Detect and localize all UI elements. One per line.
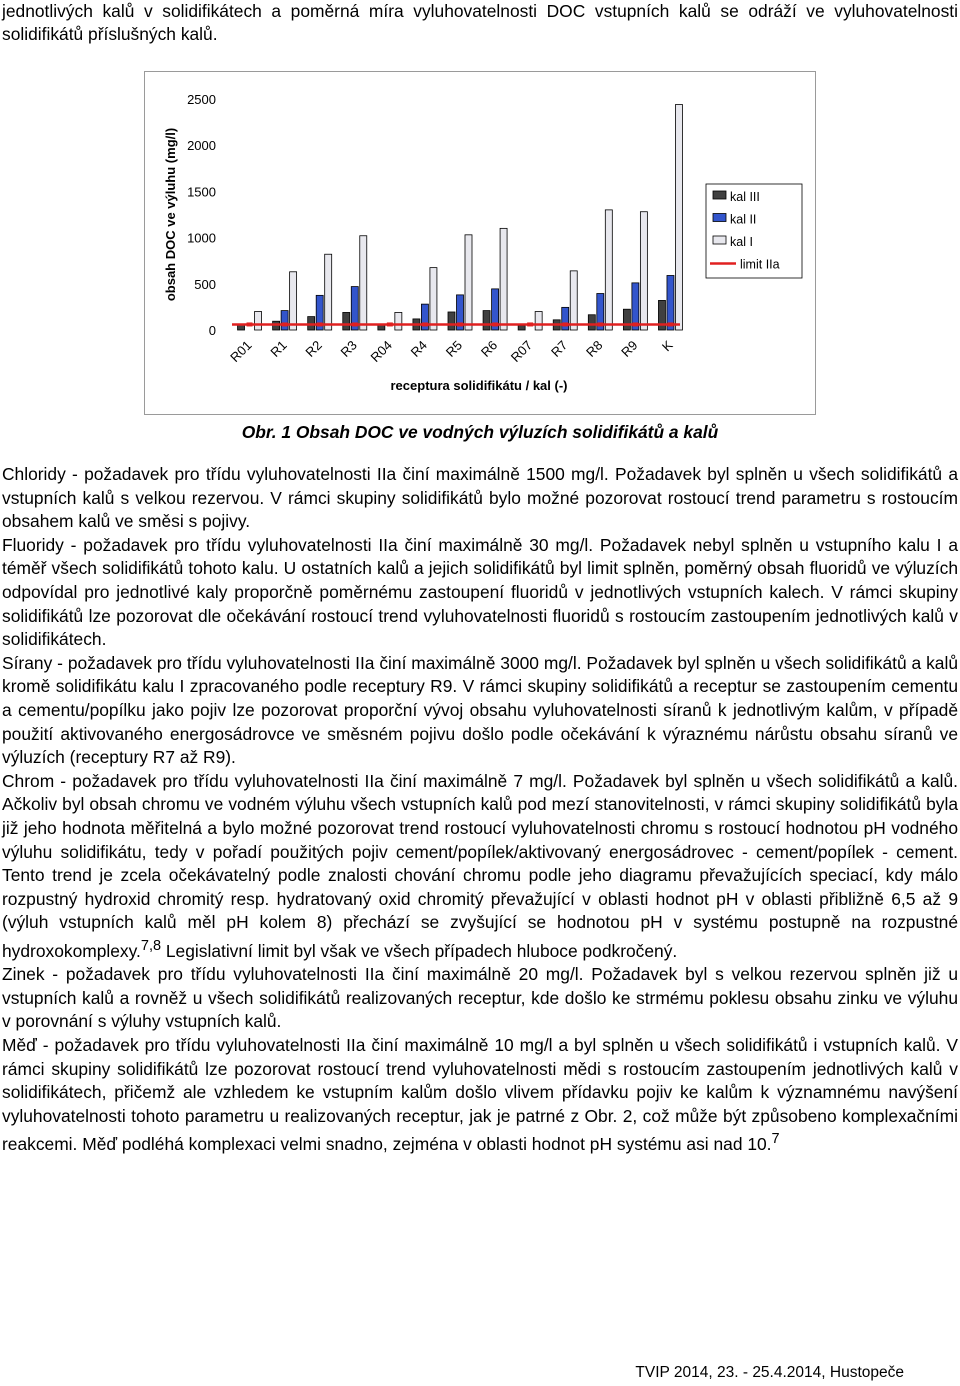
y-tick-label: 1500 bbox=[187, 184, 216, 200]
bar-kal-i bbox=[675, 105, 682, 330]
y-axis-label: obsah DOC ve výluhu (mg/l) bbox=[163, 127, 178, 302]
x-tick-label: R6 bbox=[477, 337, 501, 360]
bar-kal-i bbox=[500, 228, 507, 330]
x-tick-label: R7 bbox=[547, 337, 571, 360]
x-tick-label: R4 bbox=[407, 337, 431, 360]
legend-label: kal III bbox=[730, 190, 760, 204]
body-text bbox=[2, 463, 958, 1157]
y-tick-label: 0 bbox=[208, 323, 216, 338]
x-tick-label: R07 bbox=[507, 337, 536, 365]
x-tick-label: R01 bbox=[227, 337, 255, 365]
bar-kal-i bbox=[395, 312, 402, 330]
x-tick-label: R9 bbox=[618, 337, 641, 360]
legend-label: kal II bbox=[730, 212, 757, 227]
bar-kal-iii bbox=[623, 309, 630, 330]
legend-label: kal I bbox=[730, 235, 753, 249]
bar-kal-iii bbox=[448, 312, 455, 330]
bar-kal-i bbox=[535, 312, 542, 330]
bar-kal-i bbox=[570, 271, 577, 330]
bar-kal-i bbox=[290, 272, 297, 330]
legend-swatch bbox=[713, 214, 726, 222]
bar-kal-i bbox=[605, 210, 612, 330]
bar-kal-iii bbox=[518, 325, 525, 330]
doc-chart bbox=[144, 71, 816, 415]
chrom-reference: 7,8 bbox=[140, 937, 162, 954]
y-tick-label: 500 bbox=[194, 276, 216, 292]
bar-kal-ii bbox=[562, 307, 569, 330]
legend-swatch bbox=[713, 236, 726, 244]
y-tick-label: 2500 bbox=[187, 92, 216, 107]
bar-kal-ii bbox=[281, 311, 288, 330]
x-tick-label: R2 bbox=[302, 337, 325, 360]
x-tick-label: R5 bbox=[442, 337, 466, 360]
x-tick-label: R3 bbox=[337, 337, 360, 360]
legend-swatch bbox=[713, 191, 726, 199]
paragraph-sirany: Sírany - požadavek pro třídu vyluhovatelnosti IIa činí maximálně 3000 mg/l. Požadavek byl splněn u všech solidifikátů a kalů kromě solidifikátu kalu I zpracovaného podle receptury R9. V rámci skupiny solidifikátů a receptur se zastoupením cementu a cementu/popílku jako pojiv lze pozorovat proporční vývoj obsahu vyluhovatelnosti síranů k jednotlivým kalům, v případě použití aktivovaného energosádrovce ve směsném pojivu došlo podle očekávání k výraznému nárůstu obsahu síranů ve výluzích (receptury R7 až R9). bbox=[2, 652, 958, 768]
bar-kal-i bbox=[360, 236, 367, 330]
y-tick-label: 2000 bbox=[187, 138, 216, 154]
paragraph-chrom-tail: Legislativní limit byl však ve všech případech hluboce podkročený. bbox=[161, 940, 678, 961]
x-tick-label: R8 bbox=[583, 337, 606, 360]
paragraph-chrom bbox=[2, 770, 958, 964]
bar-kal-i bbox=[255, 312, 262, 330]
bar-kal-iii bbox=[483, 311, 490, 330]
paragraph-med-text: Měď - požadavek pro třídu vyluhovatelnosti IIa činí maximálně 10 mg/l a byl splněn u všech solidifikátů i vstupních kalů. V rámci skupiny solidifikátů lze pozorovat rostoucí trend vyluhovatelnosti mědi s rostoucím zastoupením jednotlivých kalů v solidifikátech, přičemž ale vzhledem ke vstupním kalům došlo vlivem přídavku pojiv ke kalům k významnému navýšení vyluhovatelnosti tohoto parametru u realizovaných receptur, jak je patrné z Obr. 2, což může být způsobeno komplexačními reakcemi. Měď podléhá komplexaci velmi snadno, zejména v oblasti hodnot pH systému asi nad 10. bbox=[2, 1035, 958, 1155]
intro-paragraph: jednotlivých kalů v solidifikátech a poměrná míra vyluhovatelnosti DOC vstupních kalů se odráží ve vyluhovatelnosti solidifikátů příslušných kalů. bbox=[2, 1, 958, 45]
x-tick-label: R1 bbox=[267, 337, 290, 360]
paragraph-zinek: Zinek - požadavek pro třídu vyluhovatelnosti IIa činí maximálně 20 mg/l. Požadavek byl s velkou rezervou splněn již u vstupních kalů a rovněž u všech solidifikátů realizovaných receptur, kde došlo ke strmému poklesu obsahu zinku ve výluhu v porovnání s výluhy vstupních kalů. bbox=[2, 964, 958, 1032]
x-axis-label: receptura solidifikátu / kal (-) bbox=[390, 378, 568, 393]
paragraph-med bbox=[2, 1034, 958, 1157]
chart-svg bbox=[145, 72, 817, 416]
bar-kal-ii bbox=[667, 275, 674, 330]
paragraph-fluoridy: Fluoridy - požadavek pro třídu vyluhovatelnosti IIa činí maximálně 30 mg/l. Požadavek nebyl splněn u vstupního kalu I a téměř všech solidifikátů tohoto kalu. U ostatních kalů a jejich solidifikátů byl limit splněn, poměrný obsah fluoridů ve výluzích odpovídal pro jednotlivé kaly proporčně poměrnému zastoupení fluoridů v jednotlivých vstupních kalech. V rámci skupiny solidifikátů lze pozorovat dle očekávání rostoucí trend vyluhovatelnosti fluoridů s rostoucím zastoupením jednotlivých kalů v solidifikátech. bbox=[2, 534, 958, 650]
y-tick-label: 1000 bbox=[187, 230, 216, 246]
bar-kal-i bbox=[640, 212, 647, 330]
paragraph-chloridy: Chloridy - požadavek pro třídu vyluhovatelnosti IIa činí maximálně 1500 mg/l. Požadavek byl splněn u všech solidifikátů a vstupních kalů s velkou rezervou. V rámci skupiny solidifikátů bylo možné pozorovat rostoucí trend parametru s rostoucím obsahem kalů ve směsi s pojivy. bbox=[2, 464, 958, 532]
bar-kal-i bbox=[325, 254, 332, 330]
bar-kal-i bbox=[465, 235, 472, 330]
bar-kal-iii bbox=[343, 312, 350, 330]
legend-label: limit IIa bbox=[740, 257, 780, 272]
paragraph-chrom-text: Chrom - požadavek pro třídu vyluhovatelnosti IIa činí maximálně 7 mg/l. Požadavek byl splněn u všech solidifikátů a kalů. Ačkoliv byl obsah chromu ve vodném výluhu všech vstupních kalů pod mezí stanovitelnosti, v rámci skupiny solidifikátů byla již jeho hodnota měřitelná a bylo možné pozorovat trend rostoucí vyluhovatelnosti chromu s rostoucí hodnotou pH vodného výluhu solidifikátu, tedy v pořadí použitých pojiv cement/popílek/aktivovaný energosádrovec - cement/popílek - cement. Tento trend je zcela očekávatelný podle znalosti chování chromu podle jeho diagramu převažujících speciací, kdy málo rozpustný hydroxid chromitý resp. hydratovaný oxid chromitý převažující v oblasti hodnot pH v oblasti přibližně 6,5 až 9 (výluh vstupních kalů měl pH kolem 8) přechází se zvyšující se hodnotou pH v systému postupně na rozpustné hydroxokomplexy. bbox=[2, 770, 958, 961]
bar-kal-i bbox=[430, 268, 437, 330]
page-footer: TVIP 2014, 23. - 25.4.2014, Hustopeče bbox=[635, 1364, 904, 1381]
med-reference: 7 bbox=[771, 1131, 780, 1148]
x-tick-label: K bbox=[658, 337, 676, 355]
figure-caption: Obr. 1 Obsah DOC ve vodných výluzích solidifikátů a kalů bbox=[241, 422, 719, 442]
bar-kal-iii bbox=[588, 315, 595, 330]
x-tick-label: R04 bbox=[367, 337, 395, 365]
